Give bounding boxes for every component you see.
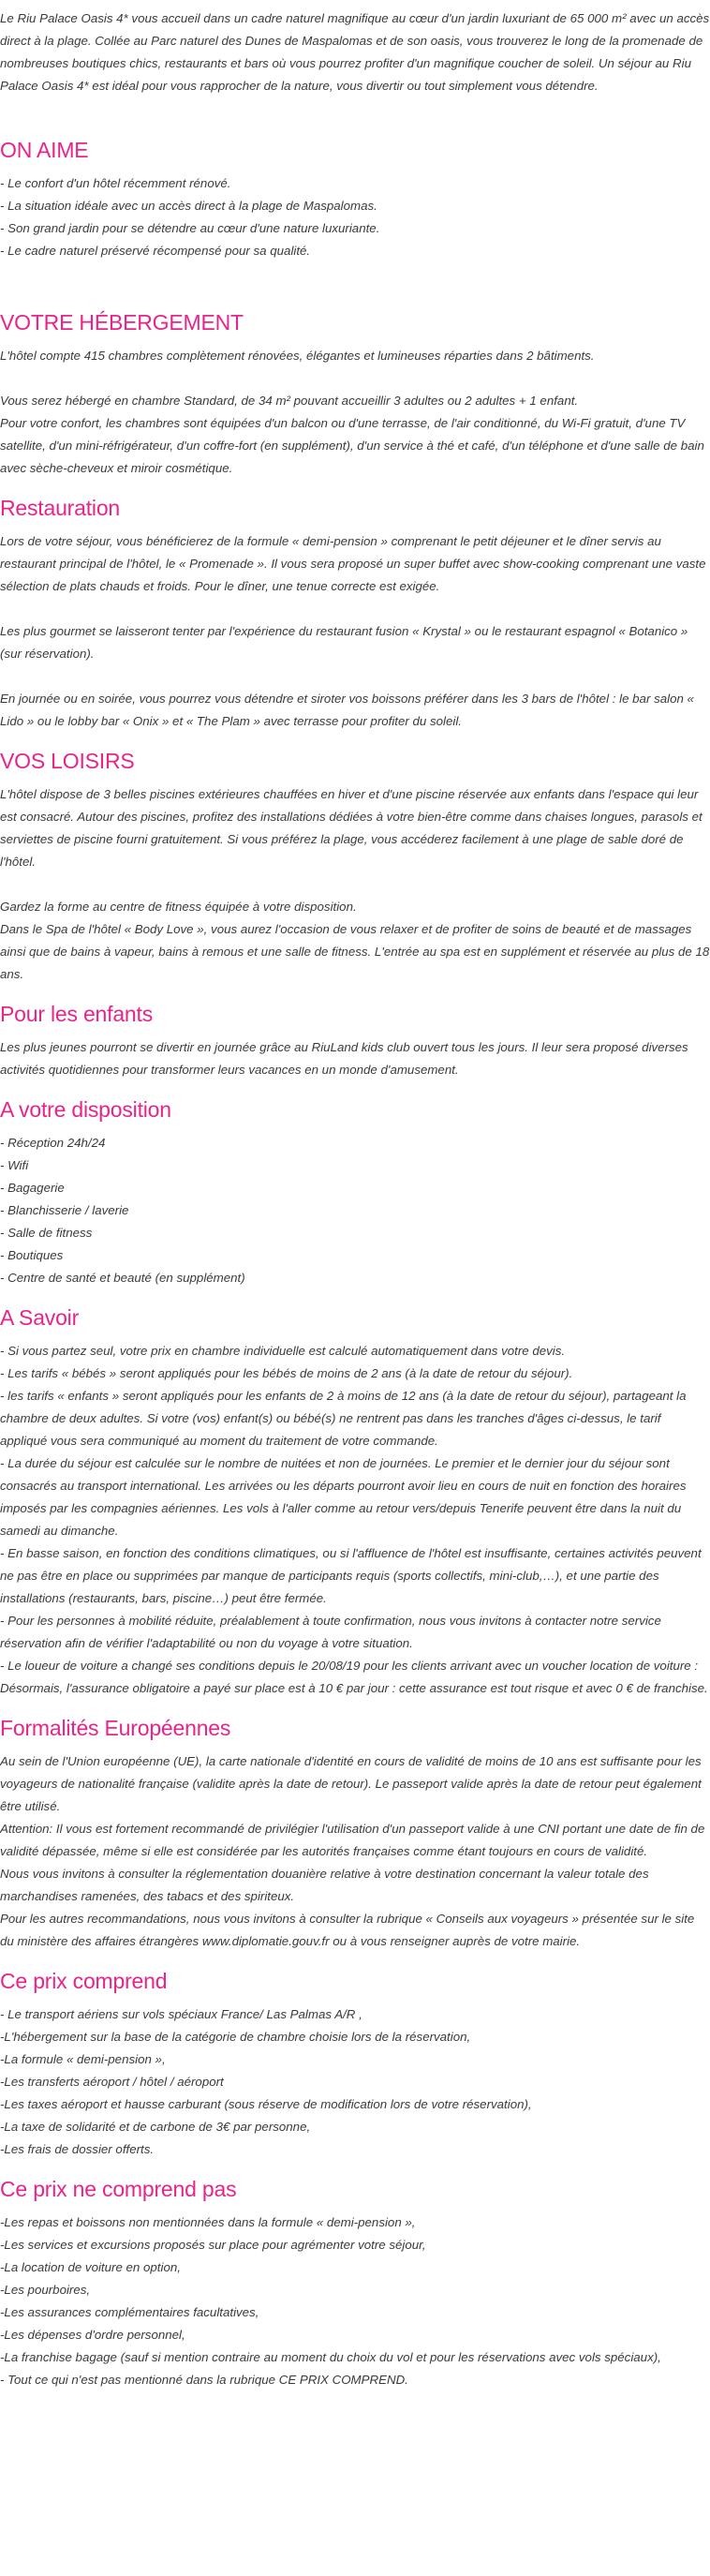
list-item: -Les assurances complémentaires facultatives, xyxy=(0,2305,259,2319)
list-item: -Les frais de dossier offerts. xyxy=(0,2142,155,2156)
a-savoir-text: - Si vous partez seul, votre prix en chambre individuelle est calculé automatiquement dans votre devis. - Les tarifs « bébés » seront appliqués pour les bébés de moins de 2 ans (à la date de retour du séjour). - les tarifs « enfants » seront appliqués pour les enfants de 2 à moins de 12 ans (à la date de retour du séjour), partageant la chambre de deux adultes. Si votre (vos) enfant(s) ou bébé(s) ne rentrent pas dans les tranches d'âges ci-dessus, le tarif appliqué vous sera communiqué au moment du traitement de votre commande. - La durée du séjour est calculée sur le nombre de nuitées et non de journées. Le premier et le dernier jour du séjour sont consacrés au transport international. Les arrivées ou les départs pourront avoir lieu en cours de nuit en fonction des horaires imposés par les compagnies aériennes. Les vols à l'aller comme au retour vers/depuis Tenerife peuvent être dans la nuit du samedi au dimanche. - En basse saison, en fonction des conditions climatiques, ou si l'affluence de l'hôtel est insuffisante, certaines activités peuvent ne pas être en place ou supprimées par manque de participants requis (sports collectifs, mini-club,…), et une partie des installations (restaurants, bars, piscine…) peut être fermée. - Pour les personnes à mobilité réduite, préalablement à toute confirmation, nous vous invitons à contacter notre service réservation afin de vérifier l'adaptabilité ou non du voyage à votre situation. - Le loueur de voiture a changé ses conditions depuis le 20/08/19 pour les clients arrivant avec un voucher location de voiture : Désormais, l'assurance obligatoire a payé sur place est à 10 € par jour : cette assurance est tout risque et avec 0 € de franchise. xyxy=(0,1344,708,1695)
list-item: -L'hébergement sur la base de la catégorie de chambre choisie lors de la réservation, xyxy=(0,2030,471,2044)
list-item: - Bagagerie xyxy=(0,1181,65,1195)
list-item: - Blanchisserie / laverie xyxy=(0,1203,129,1217)
on-aime-list xyxy=(0,172,710,262)
formalites-text: Au sein de l'Union européenne (UE), la carte nationale d'identité en cours de validité de moins de 10 ans est suffisante pour les voyageurs de nationalité française (validite après la date de retour). Le passeport valide après la date de retour peut également être utilisé. Attention: Il vous est fortement recommandé de privilégier l'utilisation d'un passeport valide à une CNI portant une date de fin de validité dépassée, même si elle est considérée par les autorités françaises comme étant toujours en cours de validité. Nous vous invitons à consulter la réglementation douanière relative à votre destination concernant la valeur totale des marchandises ramenées, des tabacs et des spiriteux. Pour les autres recommandations, nous vous invitons à consulter la rubrique « Conseils aux voyageurs » présentée sur le site du ministère des affaires étrangères www.diplomatie.gouv.fr ou à vous renseigner auprès de votre mairie. xyxy=(0,1754,705,1948)
list-item: -La taxe de solidarité et de carbone de 3€ par personne, xyxy=(0,2120,311,2134)
list-item: -La franchise bagage (sauf si mention contraire au moment du choix du vol et pour les réservations avec vols spéciaux), xyxy=(0,2350,661,2364)
heading-enfants: Pour les enfants xyxy=(0,1002,154,1026)
loisirs-paragraph-1: L'hôtel dispose de 3 belles piscines extérieures chauffées en hiver et d'une piscine réservée aux enfants dans l'espace qui leur est consacré. Autour des piscines, profitez des installations dédiées à votre bien-être comme dans chaises longues, parasols et serviettes de piscine fourni gratuitement. Si vous préférez la plage, vous accéderez facilement à une plage de sable doré de l'hôtel. xyxy=(0,787,706,869)
heading-a-savoir: A Savoir xyxy=(0,1305,80,1330)
heading-formalites: Formalités Européennes xyxy=(0,1716,231,1740)
list-item: - Wifi xyxy=(0,1158,29,1172)
list-item: - La situation idéale avec un accès direct à la plage de Maspalomas. xyxy=(0,199,377,213)
heading-prix-ne-comprend-pas: Ce prix ne comprend pas xyxy=(0,2177,237,2201)
list-item: - Centre de santé et beauté (en supplément) xyxy=(0,1271,245,1285)
list-item: - Salle de fitness xyxy=(0,1226,93,1240)
heading-restauration: Restauration xyxy=(0,496,121,520)
restauration-paragraph-3: En journée ou en soirée, vous pourrez vous détendre et siroter vos boissons préférer dans les 3 bars de l'hôtel : le bar salon « Lido » ou le lobby bar « Onix » et « The Plam » avec terrasse pour profiter du soleil. xyxy=(0,692,698,728)
heading-disposition: A votre disposition xyxy=(0,1097,171,1122)
prix-ne-comprend-pas-list xyxy=(0,2211,710,2391)
list-item: -Les services et excursions proposés sur place pour agrémenter votre séjour, xyxy=(0,2238,426,2252)
list-item: - Le confort d'un hôtel récemment rénové. xyxy=(0,176,231,190)
intro-paragraph: Le Riu Palace Oasis 4* vous accueil dans un cadre naturel magnifique au cœur d'un jardin luxuriant de 65 000 m² avec un accès direct à la plage. Collée au Parc naturel des Dunes de Maspalomas et de son oasis, vous trouverez le long de la promenade de nombreuses boutiques chics, restaurants et bars où vous pourrez profiter d'un magnifique coucher de soleil. Un séjour au Riu Palace Oasis 4* est idéal pour vous rapprocher de la nature, vous divertir ou tout simplement vous détendre. xyxy=(0,11,710,93)
enfants-paragraph: Les plus jeunes pourront se divertir en journée grâce au RiuLand kids club ouvert tous les jours. Il leur sera proposé diverses activités quotidiennes pour transformer leurs vacances en un monde d'amusement. xyxy=(0,1040,692,1077)
list-item: - Le transport aériens sur vols spéciaux France/ Las Palmas A/R , xyxy=(0,2007,362,2021)
list-item: -La location de voiture en option, xyxy=(0,2260,181,2274)
list-item: - Réception 24h/24 xyxy=(0,1136,106,1150)
heading-prix-comprend: Ce prix comprend xyxy=(0,1969,168,1993)
list-item: -Les repas et boissons non mentionnées dans la formule « demi-pension », xyxy=(0,2215,416,2229)
disposition-list xyxy=(0,1132,710,1289)
list-item: - Le cadre naturel préservé récompensé pour sa qualité. xyxy=(0,244,311,258)
heading-on-aime: ON AIME xyxy=(0,138,89,162)
list-item: - Tout ce qui n'est pas mentionné dans la rubrique CE PRIX COMPREND. xyxy=(0,2373,408,2387)
restauration-paragraph-1: Lors de votre séjour, vous bénéficierez de la formule « demi-pension » comprenant le petit déjeuner et le dîner servis au restaurant principal de l'hôtel, le « Promenade ». Il vous sera proposé un super buffet avec show-cooking comprenant une vaste sélection de plats chauds et froids. Pour le dîner, une tenue correcte est exigée. xyxy=(0,534,710,593)
list-item: - Son grand jardin pour se détendre au cœur d'une nature luxuriante. xyxy=(0,221,380,235)
hebergement-paragraph-2: Vous serez hébergé en chambre Standard, de 34 m² pouvant accueillir 3 adultes ou 2 adultes + 1 enfant. Pour votre confort, les chambres sont équipées d'un balcon ou d'une terrasse, de l'air conditionné, du Wi-Fi gratuit, d'une TV satellite, d'un mini-réfrigérateur, d'un coffre-fort (en supplément), d'un service à thé et café, d'un téléphone et d'une salle de bain avec sèche-cheveux et miroir cosmétique. xyxy=(0,394,704,475)
list-item: -Les transferts aéroport / hôtel / aéroport xyxy=(0,2075,224,2089)
list-item: - Boutiques xyxy=(0,1248,64,1262)
list-item: -Les taxes aéroport et hausse carburant (sous réserve de modification lors de votre réservation), xyxy=(0,2097,532,2111)
heading-hebergement: VOTRE HÉBERGEMENT xyxy=(0,310,244,335)
loisirs-paragraph-2: Gardez la forme au centre de fitness équipée à votre disposition. Dans le Spa de l'hôtel « Body Love », vous aurez l'occasion de vous relaxer et de profiter de soins de beauté et de massages ainsi que de bains à vapeur, bains à remous et une salle de fitness. L'entrée au spa est en supplément et réservée au plus de 18 ans. xyxy=(0,900,710,981)
restauration-paragraph-2: Les plus gourmet se laisseront tenter par l'expérience du restaurant fusion « Krystal » ou le restaurant espagnol « Botanico » (sur réservation). xyxy=(0,624,691,661)
hebergement-paragraph-1: L'hôtel compte 415 chambres complètement rénovées, élégantes et lumineuses réparties dans 2 bâtiments. xyxy=(0,349,595,363)
prix-comprend-list xyxy=(0,2003,710,2161)
list-item: -Les dépenses d'ordre personnel, xyxy=(0,2328,185,2342)
heading-loisirs: VOS LOISIRS xyxy=(0,749,135,773)
list-item: -La formule « demi-pension », xyxy=(0,2052,166,2066)
list-item: -Les pourboires, xyxy=(0,2283,91,2297)
